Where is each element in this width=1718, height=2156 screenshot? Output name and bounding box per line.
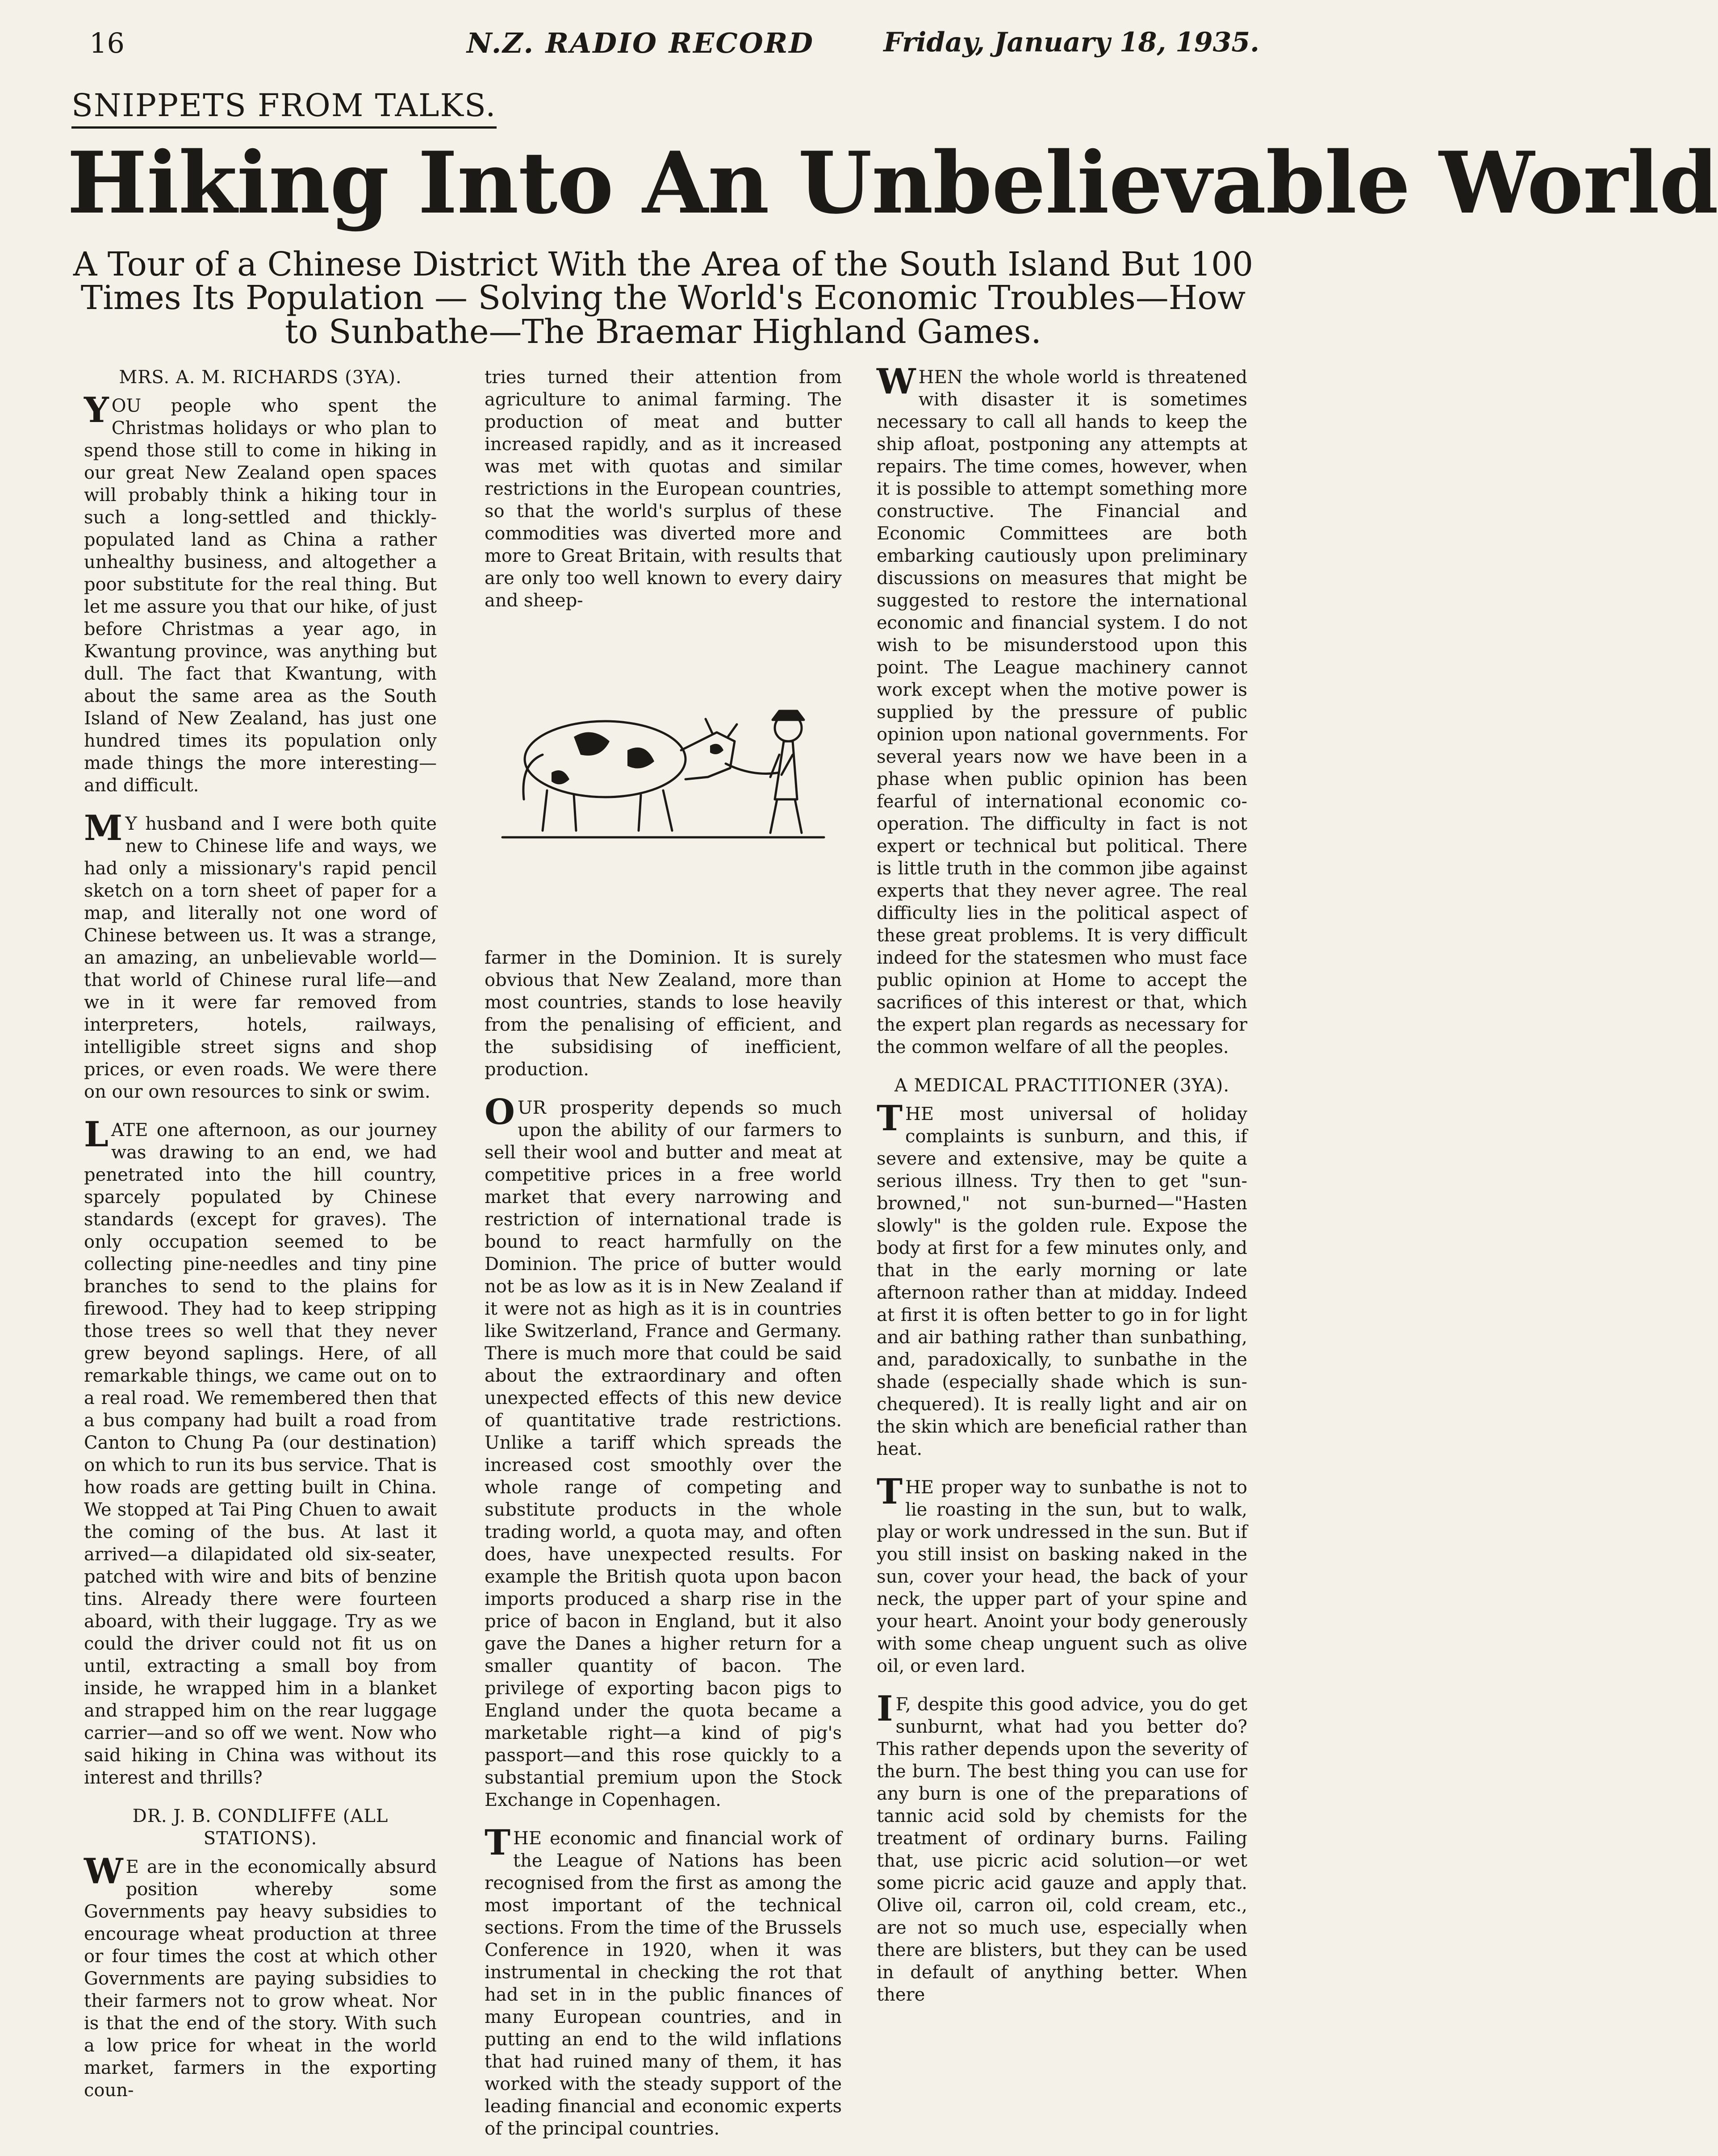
drop-cap: M <box>84 808 123 848</box>
drop-cap: T <box>485 1822 511 1863</box>
paragraph <box>84 1851 437 2102</box>
paragraph <box>877 1688 1247 2006</box>
paragraph <box>84 1114 437 1789</box>
page-header <box>89 27 1259 71</box>
paragraph-text: Y husband and I were both quite new to Chinese life and ways, we had only a missionary's rapid pencil sketch on a torn sheet of paper for a map, and literally not one word of Chinese between us. It was a strange, an amazing, an unbelievable world—that world of Chinese rural life—and we in it were far removed from interpreters, hotels, railways, intelligible street signs and shop prices, or even roads. We were there on our own resources to sink or swim. <box>84 814 437 1102</box>
paragraph-text: farmer in the Dominion. It is surely obvious that New Zealand, more than most countries, stands to lose heavily from the penalising of efficient, and the subsidising of inefficient, production. <box>485 948 842 1080</box>
byline: DR. J. B. CONDLIFFE (ALL STATIONS). <box>132 1806 389 1849</box>
drop-cap: Y <box>84 390 109 430</box>
paragraph-text: HE economic and financial work of the League of Nations has been recognised from the first as among the most important of the technical sections. From the time of the Brussels Conference in 1920, when it was instrumental in checking the rot that had set in in the public finances of many European countries, and in putting an end to the wild inflations that had ruined many of them, it has worked with the steady support of the leading financial and economic experts of the principal countries. <box>485 1828 842 2139</box>
drop-cap: I <box>877 1688 893 1729</box>
paragraph-text: UR prosperity depends so much upon the ability of our farmers to sell their wool and butter and meat at competitive prices in a free world market that every narrowing and restriction of international trade is bound to react harmfully on the Dominion. The price of butter would not be as low as it is in New Zealand if it were not as high as it is in countries like Switzerland, France and Germany. There is much more that could be said about the extraordinary and often unexpected effects of this new device of quantitative trade restrictions. Unlike a tariff which spreads the increased cost smoothly over the whole range of competing and substitute products in the whole trading world, a quota may, and often does, have unexpected results. For example the British quota upon bacon imports produced a sharp rise in the price of bacon in England, but it also gave the Danes a higher return for a smaller quantity of bacon. The privilege of exporting bacon pigs to England under the quota became a marketable right—a kind of pig's passport—and this rose quickly to a substantial premium upon the Stock Exchange in Copenhagen. <box>485 1098 842 1810</box>
paragraph-text: E are in the economically absurd position whereby some Governments pay heavy subsidies to encourage wheat production at three or four times the cost at which other Governments are paying subsidies to their farmers not to grow wheat. Nor is that the end of the story. With such a low price for wheat in the world market, farmers in the exporting coun- <box>84 1857 437 2101</box>
paragraph-text: HE most universal of holiday complaints is sunburn, and this, if severe and extensive, may be quite a serious illness. Try then to get "sun-browned," not sun-burned—"Hasten slowly" is the golden rule. Expose the body at first for a few minutes only, and that in the early morning or late afternoon rather than at midday. Indeed at first it is often better to go in for light and air bathing rather than sunbathing, and, paradoxically, to sunbathe in the shade (especially shade which is sun-chequered). It is really light and air on the skin which are beneficial rather than heat. <box>877 1104 1247 1459</box>
drop-cap: W <box>877 361 916 402</box>
paragraph-text: HEN the whole world is threatened with disaster it is sometimes necessary to call all hands to keep the ship afloat, postponing any attempts at repairs. The time comes, however, when it is possible to attempt something more constructive. The Financial and Economic Committees are both embarking cautiously upon preliminary discussions on measures that might be suggested to restore the international economic and financial system. I do not wish to be misunderstood upon this point. The League machinery cannot work except when the motive power is supplied by the pressure of public opinion upon national governments. For several years now we have been in a phase when public opinion has been fearful of international economic co-operation. The difficulty in fact is not expert or technical but political. There is little truth in the common jibe against experts that they never agree. The real difficulty lies in the political aspect of these great problems. It is very difficult indeed for the statesmen who must face public opinion at Home to accept the sacrifices of this interest or that, which the expert plan regards as necessary for the common welfare of all the peoples. <box>877 367 1247 1057</box>
column-1 <box>84 366 437 2118</box>
paragraph <box>485 366 842 612</box>
paragraph-text: F, despite this good advice, you do get sunburnt, what had you better do? This rather depends upon the severity of the burn. The best thing you can use for any burn is one of the preparations of tannic acid sold by chemists for the treatment of ordinary burns. Failing that, use picric acid solution—or wet some picric acid gauze and apply that. Olive oil, carron oil, cold cream, etc., are not so much use, especially when there are blisters, but they can be used in default of anything better. When there <box>877 1694 1247 2005</box>
paragraph-text: OU people who spent the Christmas holidays or who plan to spend those still to come in hiking in our great New Zealand open spaces will probably think a hiking tour in such a long-settled and thickly-populated land as China a rather unhealthy business, and altogether a poor substitute for the real thing. But let me assure you that our hike, of just before Christmas a year ago, in Kwantung province, was anything but dull. The fact that Kwantung, with about the same area as the South Island of New Zealand, has just one hundred times its population only made things the more interesting—and difficult. <box>84 396 437 796</box>
paragraph <box>485 1822 842 2140</box>
paragraph <box>485 1092 842 1811</box>
paragraph-text: ATE one afternoon, as our journey was drawing to an end, we had penetrated into the hill country, sparcely populated by Chinese standards (except for graves). The only occupation seemed to be collecting pine-needles and tiny pine branches to send to the plains for firewood. They had to keep stripping those trees so well that they never grew beyond saplings. Here, of all remarkable things, we came out on to a real road. We remembered then that a bus company had built a road from Canton to Chung Pa (our destination) on which to run its bus service. That is how roads are getting built in China. We stopped at Tai Ping Chuen to await the coming of the bus. At last it arrived—a dilapidated old six-seater, patched with wire and bits of benzine tins. Already there were fourteen aboard, with their luggage. Try as we could the driver could not fit us on until, extracting a small boy from inside, he wrapped him in a blanket and strapped him on the rear luggage carrier—and so off we went. Now who said hiking in China was without its interest and thrills? <box>84 1120 437 1788</box>
paragraph-text: tries turned their attention from agriculture to animal farming. The production of meat and butter increased rapidly, and as it increased was met with quotas and similar restrictions in the European countries, so that the world's surplus of these commodities was diverted more and more to Great Britain, with results that are only too well known to every dairy and sheep- <box>485 367 842 611</box>
page-number: 16 <box>89 27 125 59</box>
paragraph <box>84 390 437 797</box>
column-2 <box>485 366 842 2156</box>
cow-and-farmer-illustration <box>485 683 842 844</box>
paragraph <box>877 361 1247 1058</box>
paragraph-text: HE proper way to sunbathe is not to lie roasting in the sun, but to walk, play or work undressed in the sun. But if you still insist on basking naked in the sun, cover your head, the back of your neck, the upper part of your spine and your heart. Anoint your body generously with some cheap unguent such as olive oil, or even lard. <box>877 1477 1247 1676</box>
paragraph <box>877 1471 1247 1677</box>
column-3 <box>877 361 1247 2022</box>
drop-cap: L <box>84 1114 109 1155</box>
drop-cap: T <box>877 1471 903 1512</box>
byline: A MEDICAL PRACTITIONER (3YA). <box>894 1075 1230 1096</box>
subheadline: A Tour of a Chinese District With the Area of the South Island But 100 Times Its Population — Solving the World's Economic Troubles—How to Sunbathe—The Braemar Highland Games. <box>73 245 1254 351</box>
paragraph <box>877 1098 1247 1460</box>
drop-cap: T <box>877 1098 903 1139</box>
drop-cap: O <box>485 1092 515 1132</box>
byline: MRS. A. M. RICHARDS (3YA). <box>119 367 402 388</box>
paragraph <box>485 947 842 1081</box>
issue-date: Friday, January 18, 1935. <box>883 27 1259 58</box>
paragraph <box>84 808 437 1103</box>
publication-title: N.Z. RADIO RECORD <box>467 27 815 59</box>
drop-cap: W <box>84 1851 123 1892</box>
section-kicker: SNIPPETS FROM TALKS. <box>71 87 497 129</box>
headline: Hiking Into An Unbelievable World <box>67 133 1718 233</box>
